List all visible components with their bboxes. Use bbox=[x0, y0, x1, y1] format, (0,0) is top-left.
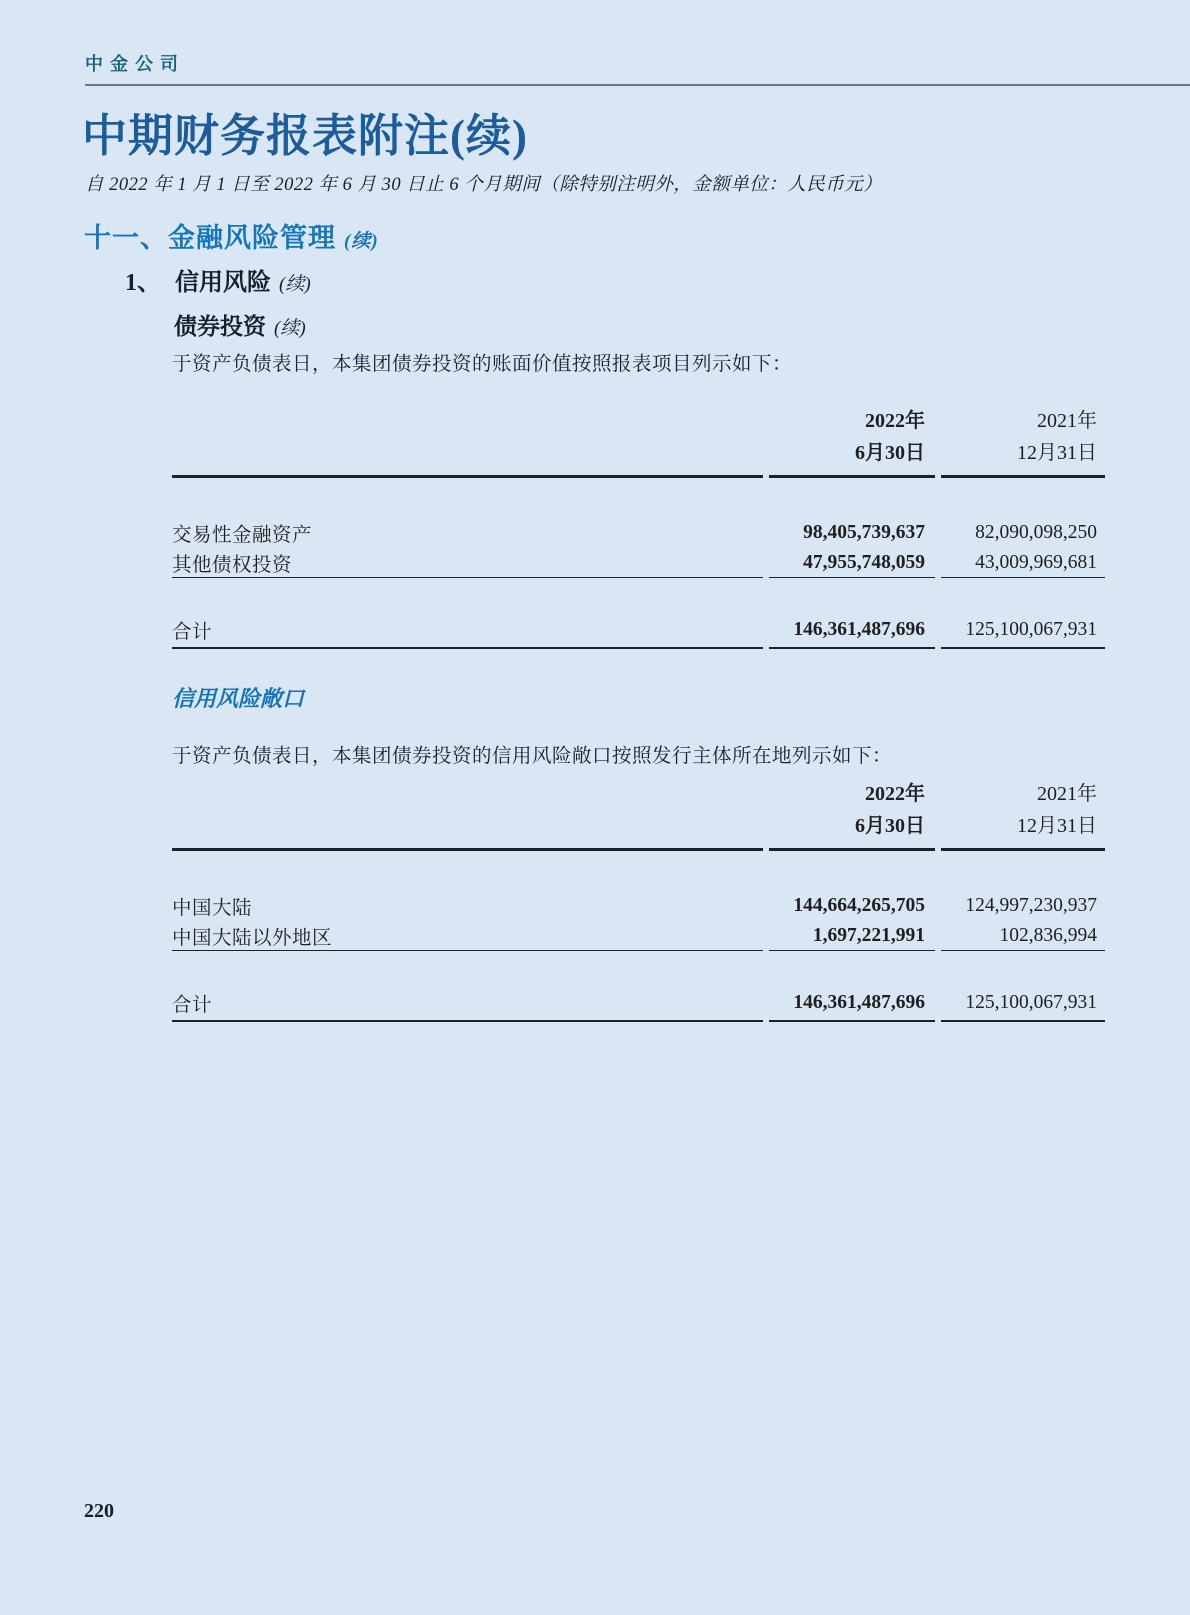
row-value-2022: 98,405,739,637 bbox=[803, 522, 925, 543]
paragraph-carrying-value-intro: 于资产负债表日，本集团债券投资的账面价值按照报表项目列示如下： bbox=[172, 354, 793, 375]
row-value-2022: 47,955,748,059 bbox=[769, 548, 935, 578]
section-heading-financial-risk bbox=[84, 216, 379, 255]
total-value-2021: 125,100,067,931 bbox=[941, 613, 1105, 649]
table1-spacer bbox=[172, 578, 1105, 613]
row-label: 中国大陆 bbox=[172, 898, 253, 919]
table1-total-row bbox=[172, 613, 1105, 649]
row-value-2021: 124,997,230,937 bbox=[965, 895, 1097, 916]
table2-total-row bbox=[172, 986, 1105, 1022]
company-brand: 中金公司 bbox=[85, 54, 185, 74]
subsubsection-continued-note: (续) bbox=[274, 318, 306, 339]
subsection-label: 信用风险 bbox=[175, 270, 271, 296]
page-number: 220 bbox=[84, 1500, 114, 1522]
row-value-2022: 144,664,265,705 bbox=[793, 895, 925, 916]
section-heading-label: 十一、金融风险管理 bbox=[84, 223, 336, 253]
total-label: 合计 bbox=[172, 986, 763, 1022]
subsection-heading-credit-risk bbox=[125, 262, 311, 297]
subsubsection-label: 债券投资 bbox=[174, 314, 266, 339]
page-subtitle: 自 2022 年 1 月 1 日至 2022 年 6 月 30 日止 6 个月期间（除特别注明外，金额单位：人民币元） bbox=[85, 175, 883, 195]
total-value-2022: 146,361,487,696 bbox=[769, 986, 935, 1022]
row-value-2021: 102,836,994 bbox=[941, 921, 1105, 951]
total-value-2022: 146,361,487,696 bbox=[769, 613, 935, 649]
row-value-2021: 82,090,098,250 bbox=[975, 522, 1097, 543]
table1-header-2022: 2022年 6月30日 bbox=[769, 405, 935, 478]
header-rule bbox=[85, 84, 1190, 86]
table2-header-row bbox=[172, 778, 1105, 851]
table-bond-carrying-value bbox=[172, 405, 1105, 649]
subsection-number: 1、 bbox=[125, 270, 161, 296]
credit-risk-exposure-heading: 信用风险敞口 bbox=[172, 686, 305, 711]
total-label: 合计 bbox=[172, 613, 763, 649]
subsection-continued-note: (续) bbox=[279, 274, 311, 295]
subsubsection-heading-bond-investment bbox=[174, 308, 306, 341]
table2-header-empty bbox=[172, 778, 763, 851]
total-value-2021: 125,100,067,931 bbox=[941, 986, 1105, 1022]
table1-spacer bbox=[172, 478, 1105, 518]
row-value-2022: 1,697,221,991 bbox=[769, 921, 935, 951]
page-title: 中期财务报表附注(续) bbox=[82, 111, 528, 161]
section-continued-note: (续) bbox=[344, 231, 379, 252]
row-label: 中国大陆以外地区 bbox=[172, 921, 763, 951]
table1-header-empty bbox=[172, 405, 763, 478]
table2-header-2022: 2022年 6月30日 bbox=[769, 778, 935, 851]
table-row bbox=[172, 921, 1105, 951]
row-value-2021: 43,009,969,681 bbox=[941, 548, 1105, 578]
table2-spacer bbox=[172, 851, 1105, 891]
table-row bbox=[172, 518, 1105, 548]
row-label: 交易性金融资产 bbox=[172, 525, 313, 546]
table-row bbox=[172, 891, 1105, 921]
table-row bbox=[172, 548, 1105, 578]
paragraph-exposure-intro: 于资产负债表日，本集团债券投资的信用风险敞口按照发行主体所在地列示如下： bbox=[172, 746, 893, 767]
row-label: 其他债权投资 bbox=[172, 548, 763, 578]
table2-spacer bbox=[172, 951, 1105, 986]
table1-header-row bbox=[172, 405, 1105, 478]
table-credit-risk-exposure bbox=[172, 778, 1105, 1022]
table2-header-2021: 2021年 12月31日 bbox=[941, 778, 1105, 851]
table1-header-2021: 2021年 12月31日 bbox=[941, 405, 1105, 478]
